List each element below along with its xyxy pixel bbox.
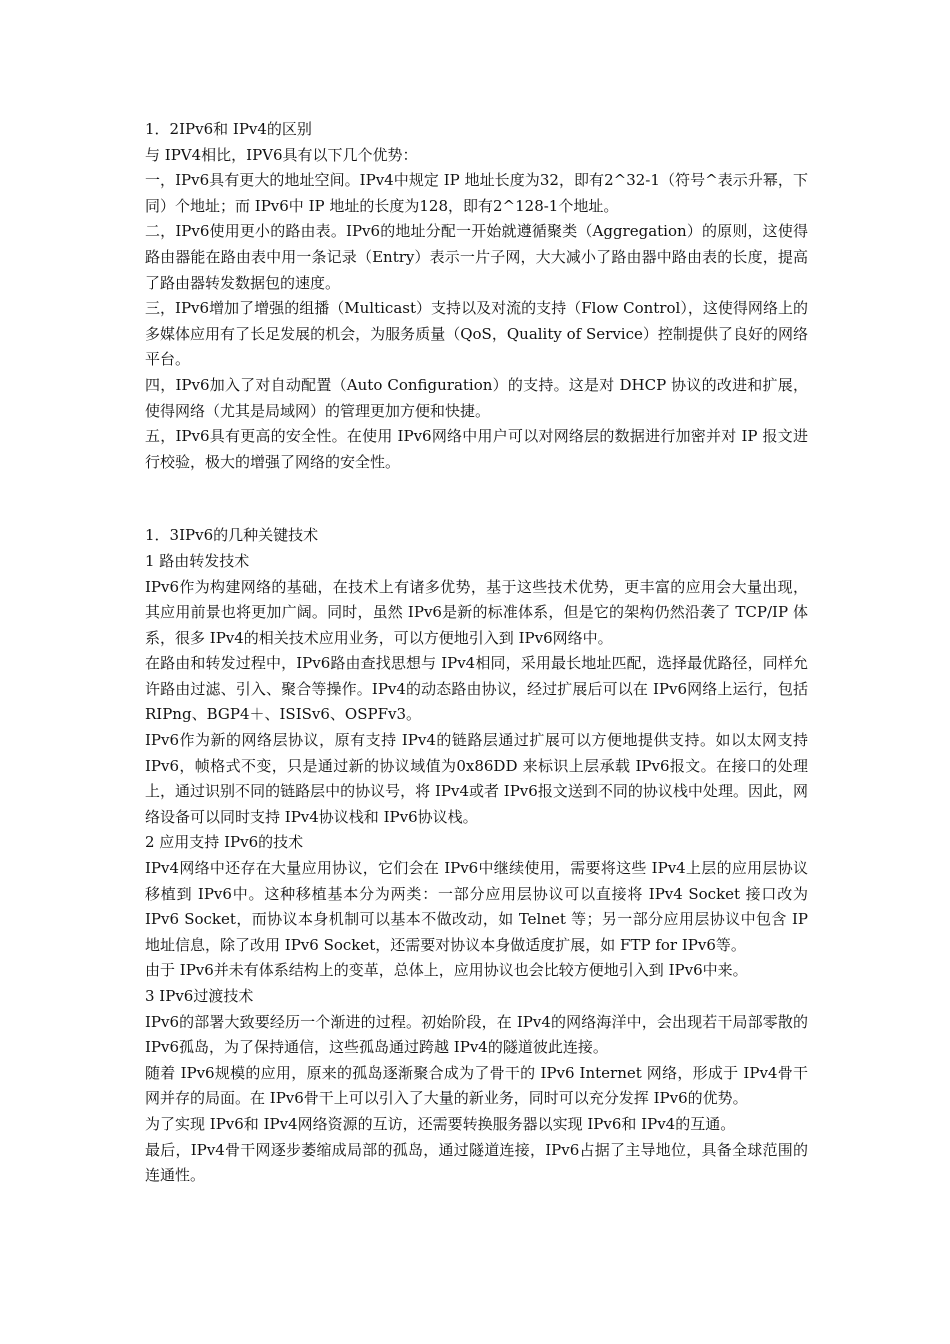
document-body	[145, 117, 808, 1189]
paragraph: 随着 IPv6规模的应用，原来的孤岛逐渐聚合成为了骨干的 IPv6 Internet 网络，形成于 IPv4骨干网并存的局面。在 IPv6骨干上可以引入了大量的新业务，同时可以充分发挥 IPv6的优势。	[145, 1063, 808, 1108]
subsection-heading: 3 IPv6过渡技术	[145, 987, 254, 1005]
section-heading: 1．3IPv6的几种关键技术	[145, 526, 319, 545]
paragraph: 四，IPv6加入了对自动配置（Auto Configuration）的支持。这是对 DHCP 协议的改进和扩展，使得网络（尤其是局域网）的管理更加方便和快捷。	[145, 375, 808, 420]
section-heading: 1．2IPv6和 IPv4的区别	[145, 120, 312, 138]
paragraph: 为了实现 IPv6和 IPv4网络资源的互访，还需要转换服务器以实现 IPv6和 IPv4的互通。	[145, 1114, 736, 1133]
section-intro: 与 IPV4相比，IPV6具有以下几个优势：	[145, 145, 418, 164]
paragraph: IPv6作为构建网络的基础，在技术上有诸多优势，基于这些技术优势，更丰富的应用会大量出现，其应用前景也将更加广阔。同时，虽然 IPv6是新的标准体系，但是它的架构仍然沿袭了 TCP/IP 体系，很多 IPv4的相关技术应用业务，可以方便地引入到 IPv6网络中。	[145, 577, 808, 647]
paragraph: IPv6的部署大致要经历一个渐进的过程。初始阶段，在 IPv4的网络海洋中，会出现若干局部零散的 IPv6孤岛，为了保持通信，这些孤岛通过跨越 IPv4的隧道彼此连接。	[145, 1012, 808, 1057]
paragraph: IPv4网络中还存在大量应用协议，它们会在 IPv6中继续使用，需要将这些 IPv4上层的应用层协议移植到 IPv6中。这种移植基本分为两类：一部分应用层协议可以直接将 IPv4 Socket 接口改为 IPv6 Socket，而协议本身机制可以基本不做改动，如 Telnet 等；另一部分应用层协议中包含 IP 地址信息，除了改用 IPv6 Socket，还需要对协议本身做适度扩展，如 FTP for IPv6等。	[145, 859, 808, 954]
paragraph: 三，IPv6增加了增强的组播（Multicast）支持以及对流的支持（Flow Control），这使得网络上的多媒体应用有了长足发展的机会，为服务质量（QoS，Quality of Service）控制提供了良好的网络平台。	[145, 299, 808, 369]
subsection-heading: 2 应用支持 IPv6的技术	[145, 833, 304, 852]
paragraph: 五，IPv6具有更高的安全性。在使用 IPv6网络中用户可以对网络层的数据进行加密并对 IP 报文进行校验，极大的增强了网络的安全性。	[145, 427, 808, 471]
subsection-heading: 1 路由转发技术	[145, 551, 250, 570]
paragraph: 二，IPv6使用更小的路由表。IPv6的地址分配一开始就遵循聚类（Aggregation）的原则，这使得路由器能在路由表中用一条记录（Entry）表示一片子网，大大减小了路由器中路由表的长度，提高了路由器转发数据包的速度。	[145, 222, 808, 292]
paragraph: 由于 IPv6并未有体系结构上的变革，总体上，应用协议也会比较方便地引入到 IPv6中来。	[145, 961, 748, 980]
section-gap	[145, 475, 808, 523]
paragraph: IPv6作为新的网络层协议，原有支持 IPv4的链路层通过扩展可以方便地提供支持。如以太网支持 IPv6，帧格式不变，只是通过新的协议域值为0x86DD 来标识上层承载 IPv6报文。在接口的处理上，通过识别不同的链路层中的协议号，将 IPv4或者 IPv6报文送到不同的协议栈中处理。因此，网络设备可以同时支持 IPv4协议栈和 IPv6协议栈。	[145, 731, 808, 826]
paragraph: 在路由和转发过程中，IPv6路由查找思想与 IPv4相同，采用最长地址匹配，选择最优路径，同样允许路由过滤、引入、聚合等操作。IPv4的动态路由协议，经过扩展后可以在 IPv6网络上运行，包括 RIPng、BGP4＋、ISISv6、OSPFv3。	[145, 654, 808, 724]
paragraph: 一，IPv6具有更大的地址空间。IPv4中规定 IP 地址长度为32，即有2^32-1（符号^表示升幂，下同）个地址；而 IPv6中 IP 地址的长度为128，即有2^128-1个地址。	[145, 171, 808, 215]
paragraph: 最后，IPv4骨干网逐步萎缩成局部的孤岛，通过隧道连接，IPv6占据了主导地位，具备全球范围的连通性。	[145, 1140, 808, 1185]
